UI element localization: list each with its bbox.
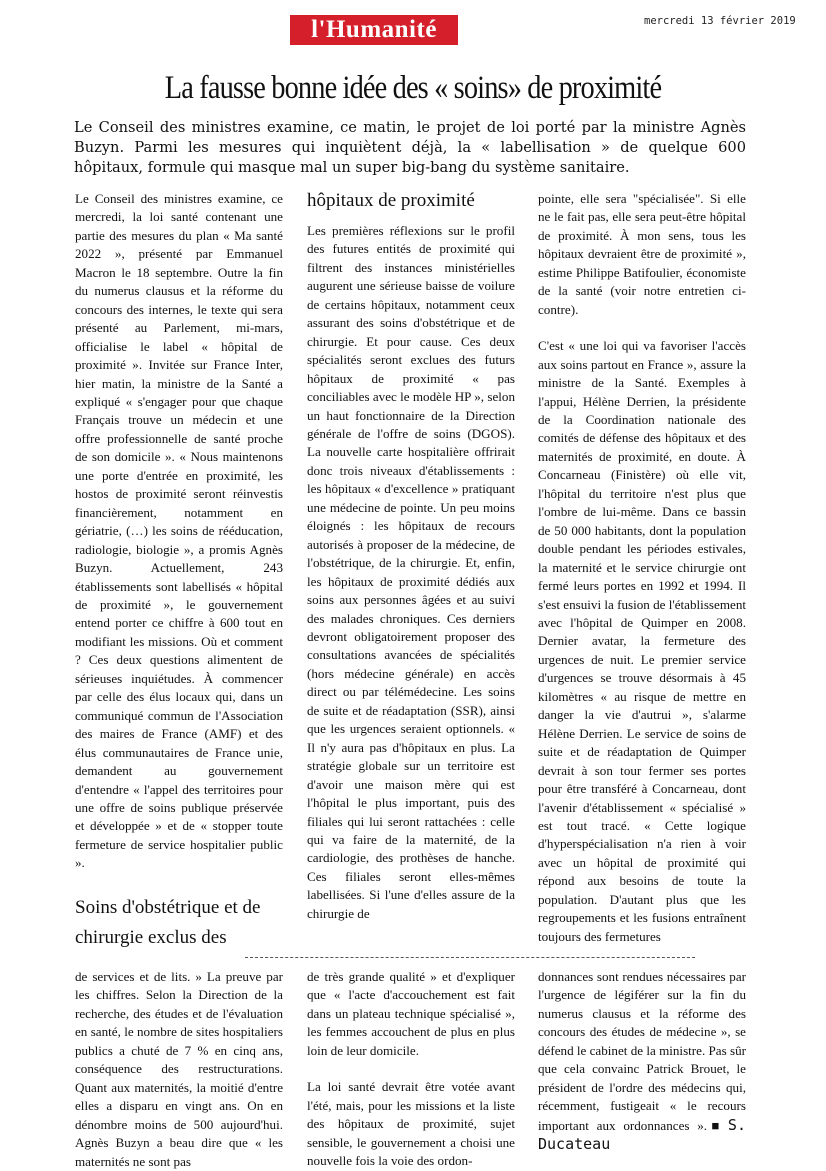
subheading: Soins d'obstétrique et de chirurgie exclus des (75, 896, 261, 948)
article-headline: La fausse bonne idée des « soins» de proximité (164, 70, 662, 106)
subheading: hôpitaux de proximité (307, 190, 475, 211)
paragraph-text: donnances sont rendues nécessaires par l'urgence de légiférer sur la fin du numerus clausus et la réforme des concours des études de médecine », se défend le cabinet de la ministre. Pas sûr que cela convainc Patrick Brouet, le président de l'ordre des médecins qui, récemment, fustigeait « le recours important aux ordonnances ». (538, 969, 746, 1133)
publication-date: mercredi 13 février 2019 (644, 15, 796, 27)
column-3-top (538, 190, 746, 946)
column-1-top (75, 190, 283, 959)
paragraph: de très grande qualité » et d'expliquer que « l'acte d'accouchement est fait dans un plateau technique spécialisé », les femmes accouchent de plus en plus loin de leur domicile. (307, 969, 515, 1058)
column-1-bottom (75, 968, 283, 1171)
end-mark-icon: ■ (707, 1117, 724, 1133)
column-2-top (307, 186, 515, 923)
article-lead: Le Conseil des ministres examine, ce matin, le projet de loi porté par la ministre Agnès Buzyn. Parmi les mesures qui inquiètent déjà, la « labellisation » de quelque 600 hôpitaux, formule qui masque mal un super big-bang du système sanitaire. (74, 119, 746, 176)
paragraph: La loi santé devrait être votée avant l'été, mais, pour les missions et la liste des hôpitaux de proximité, sujet sensible, le gouvernement a choisi une nouvelle fois la voie des ordon- (307, 1079, 515, 1169)
paragraph: C'est « une loi qui va favoriser l'accès aux soins partout en France », assure la ministre de la Santé. Exemples à l'appui, Hélène Derrien, la présidente de la Coordination nationale des comités de défense des hôpitaux et des maternités de proximité, en doute. À Concarneau (Finistère) où elle vit, l'hôpital du territoire n'est plus que l'ombre de lui-même. Dans ce bassin de 50 000 habitants, dont la population double pendant les périodes estivales, la maternité et le service chirurgie ont fermé leurs portes en 1992 et 1994. Il s'est ensuivi la fusion de l'établissement avec l'hôpital de Quimper en 2008. Dernier avatar, la fermeture des urgences de nuit. Le premier service d'urgences se trouve désormais à 45 kilomètres « au risque de mettre en danger la vie d'autrui », s'alarme Hélène Derrien. Le service de soins de suite et de réadaptation de Quimper devrait à son tour fermer ses portes pour être transféré à Concarneau, dont l'avenir d'établissement « spécialisé » est tout tracé. « Cette logique d'hyperspécialisation n'a rien à voir avec un hôpital de proximité qui répond aux besoins de toute la population. D'autant plus que les regroupements et les fusions entraînent toujours des fermetures (538, 338, 746, 944)
paragraph: pointe, elle sera "spécialisée". Si elle ne le fait pas, elle sera peut-être hôpital de proximité. À mon sens, tous les hôpitaux devraient être de proximité », estime Philippe Batifoulier, économiste de la santé (voir notre entretien ci-contre). (538, 191, 746, 317)
newspaper-logo: l'Humanité (290, 15, 458, 45)
paragraph: Les premières réflexions sur le profil des futures entités de proximité qui filtrent des instances ministérielles augurent une sérieuse baisse de voilure de certains hôpitaux, notamment ceux assurant des soins d'obstétrique et de chirurgie. Et pour cause. Ces deux spécialités seront exclues des futurs hôpitaux de proximité « pas conciliables avec le modèle HP », selon un haut fonctionnaire de la Direction générale de l'offre de soins (DGOS). La nouvelle carte hospitalière offrirait donc trois niveaux d'établissements : les hôpitaux « d'excellence » pratiquant une médecine de pointe. Un peu moins éloignés : les hôpitaux de recours autorisés à proposer de la médecine, de l'obstétrique, de la chirurgie. Et, enfin, les hôpitaux de proximité dédiés aux soins aux personnes âgées et au suivi des malades chroniques. Ces derniers devront obligatoirement proposer des consultations avancées de spécialités (hors médecine générale) en accès direct ou par télémédecine. Les soins de suite et de réadaptation (SSR), ainsi que les urgences seraient optionnels. « Il n'y aura pas d'hôpitaux en plus. La stratégie globale sur un territoire est d'avoir une maison mère qui est l'hôpital le plus important, puis des filiales qui lui seront rattachées : celle qui va faire de la maternité, de la cardiologie, des prothèses de hanche. Ces filiales seront elles-mêmes labellisées. Si l'une d'elles assure de la chirurgie de (307, 223, 515, 921)
paragraph: de services et de lits. » La preuve par les chiffres. Selon la Direction de la recherche, des études et de l'évaluation en santé, le nombre de sites hospitaliers publics a chuté de 7 % en cinq ans, conséquence des restructurations. Quant aux maternités, la moitié d'entre elles a disparu en vingt ans. On en dénombre moins de 500 aujourd'hui. Agnès Buzyn a beau dire que « les maternités ne sont pas (75, 969, 283, 1169)
fold-separator (245, 957, 695, 958)
author-signature: S. Ducateau (538, 1115, 746, 1154)
column-2-bottom (307, 968, 515, 1171)
column-3-bottom (538, 968, 746, 1155)
paragraph (538, 968, 746, 1155)
paragraph: Le Conseil des ministres examine, ce mercredi, la loi santé contenant une partie des mesures du plan « Ma santé 2022 », présenté par Emmanuel Macron le 18 septembre. Outre la fin du numerus clausus et la réforme du concours des internes, le texte qui sera présenté au Parlement, mi-mars, officialise le label « hôpital de proximité ». Invitée sur France Inter, hier matin, la ministre de la Santé a expliqué « s'engager pour que chaque Français trouve un médecin et une offre professionnelle de santé proche de son domicile ». « Nous maintenons une porte d'entrée en proximité, les hostos de proximité seront réinvestis financièrement, notamment en gériatrie, (…) les soins de rééducation, radiologie, biologie », a promis Agnès Buzyn. Actuellement, 243 établissements sont labellisés « hôpital de proximité », le gouvernement entend porter ce chiffre à 600 tout en modifiant les missions. Où et comment ? Ces deux questions alimentent de sérieuses inquiétudes. À commencer par celle des élus locaux qui, dans un communiqué commun de l'Association des maires de France (AMF) et des élus communautaires de France unie, demandent au gouvernement d'entendre « l'appel des territoires pour une offre de soins publique préservée et développée » et de « stopper toute fermeture de service hospitalier public ». (75, 191, 283, 871)
